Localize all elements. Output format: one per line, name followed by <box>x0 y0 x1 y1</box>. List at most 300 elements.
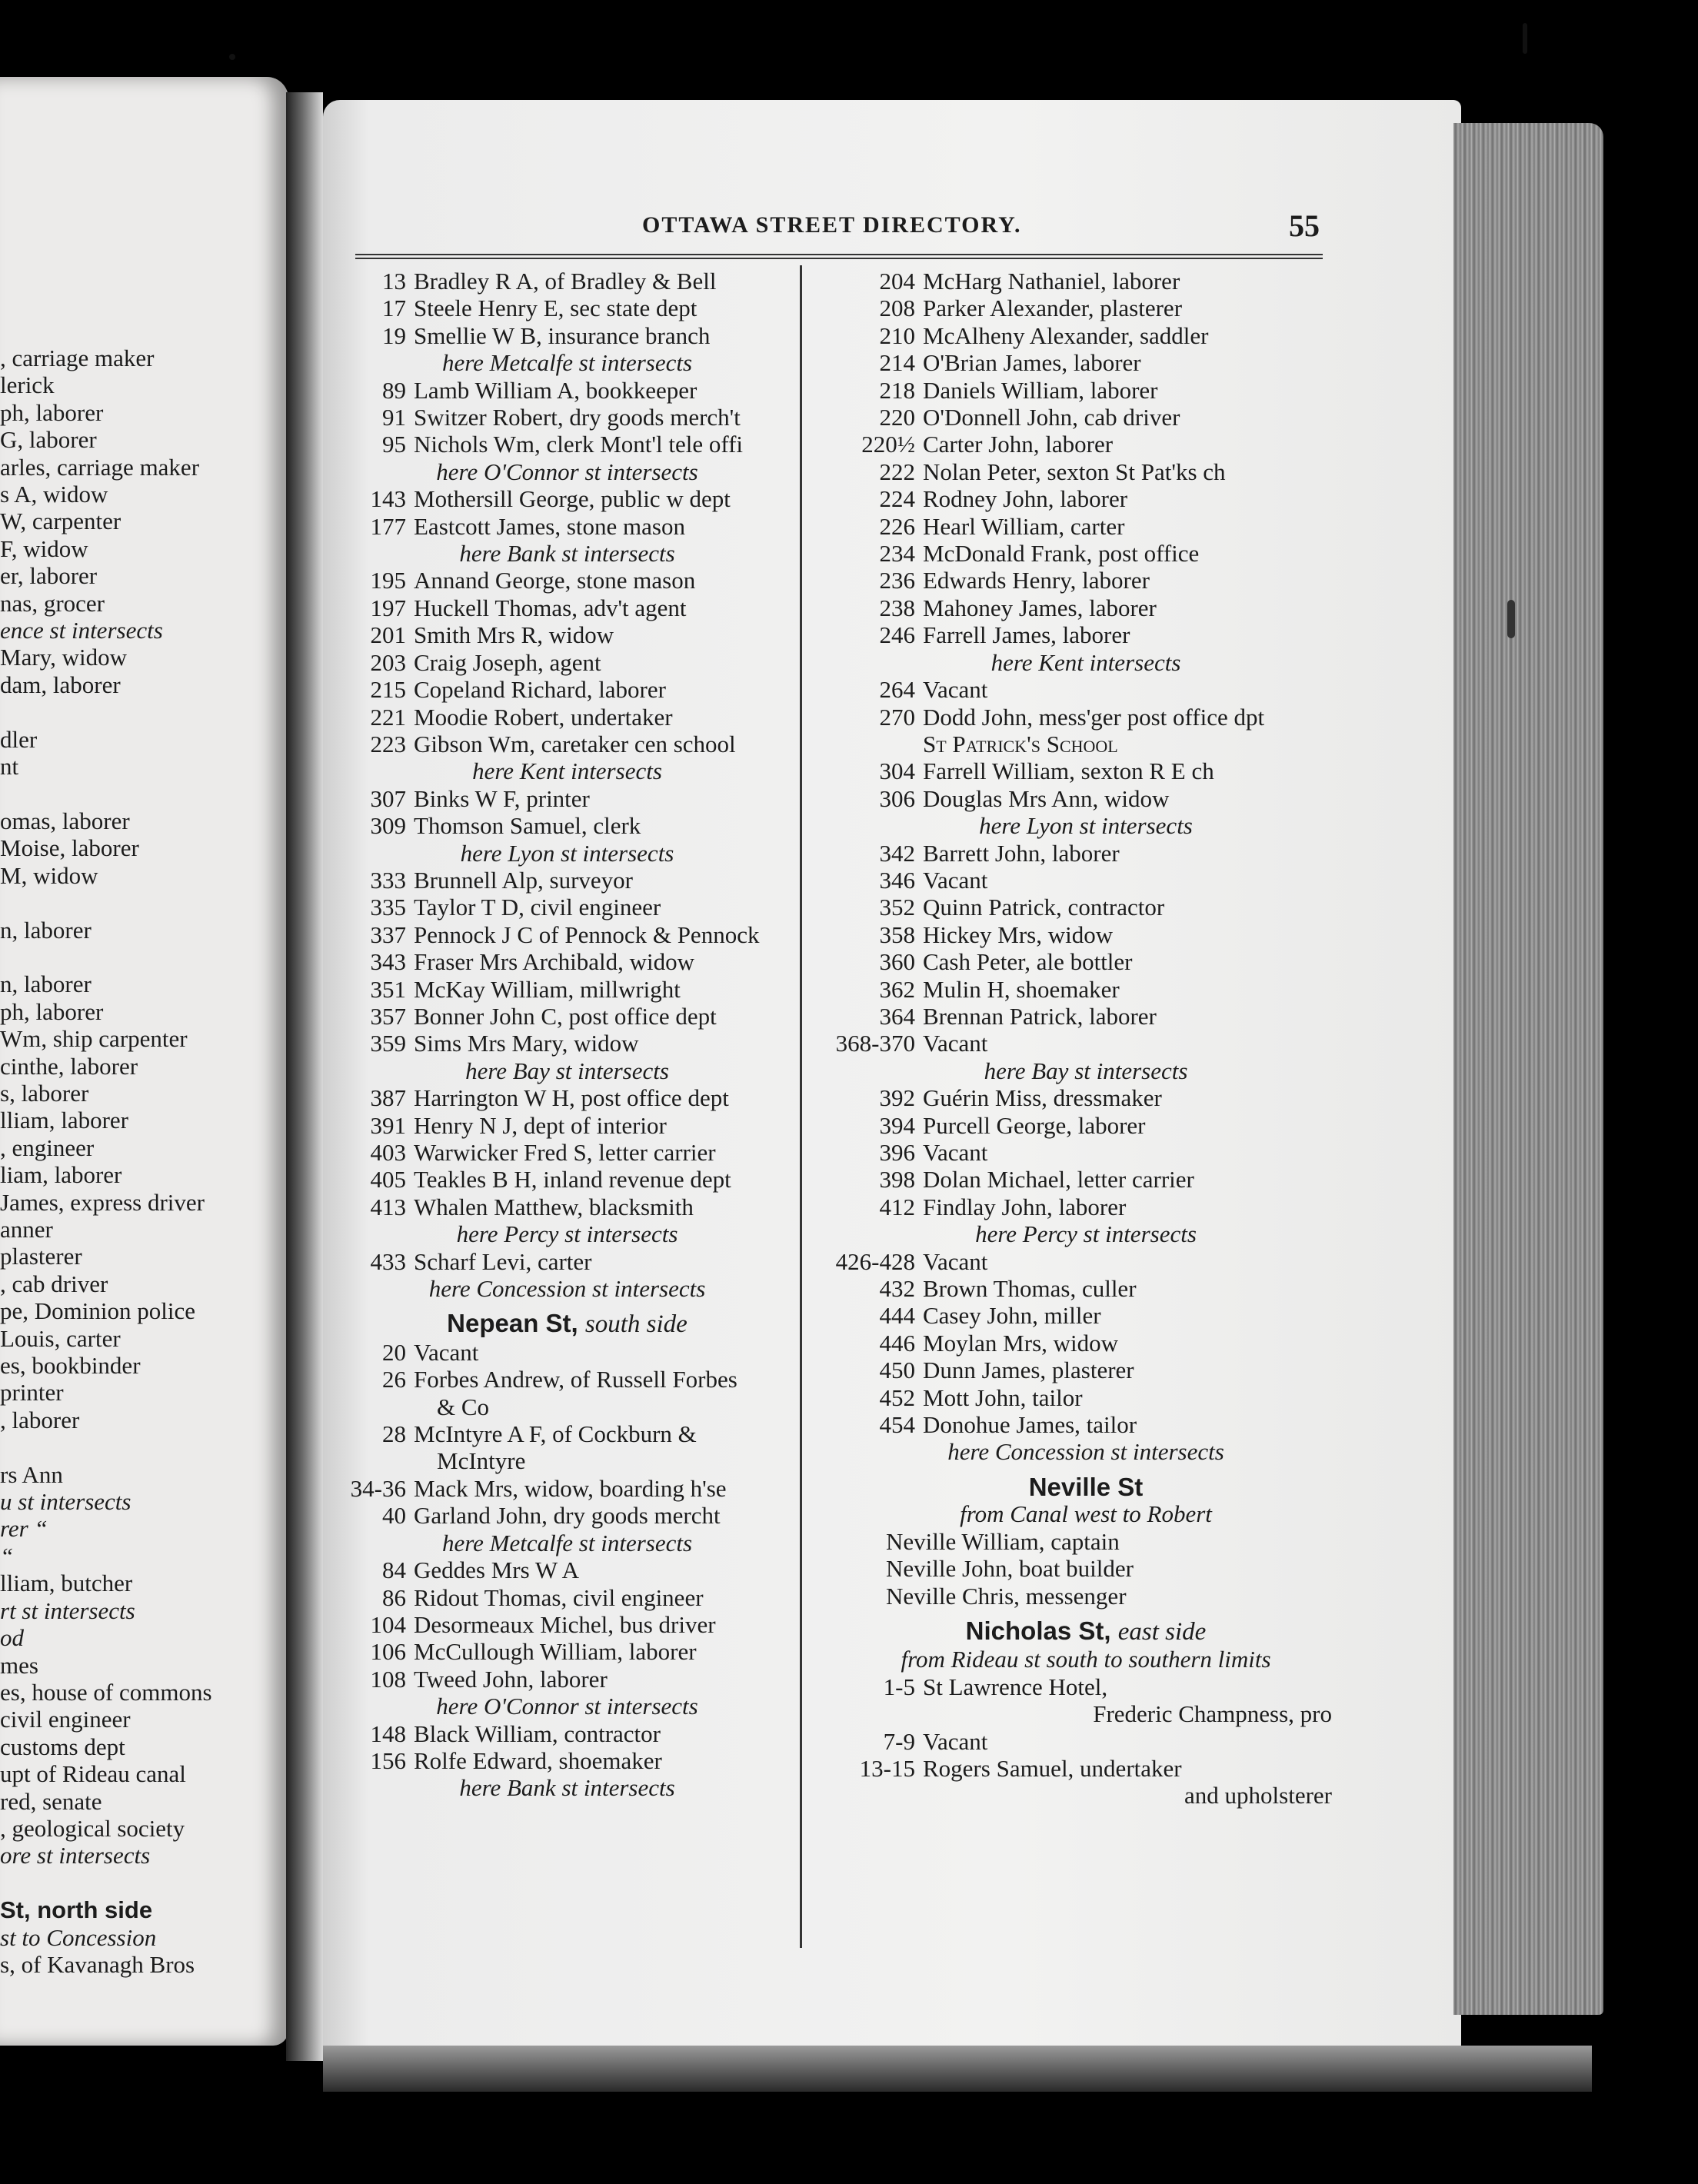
house-number: 214 <box>879 349 915 377</box>
resident-text: Craig Joseph, agent <box>414 648 601 676</box>
house-number: 218 <box>879 376 915 404</box>
house-number: 197 <box>370 594 406 621</box>
resident-text: Purcell George, laborer <box>923 1111 1146 1139</box>
page-number: 55 <box>1289 208 1320 243</box>
previous-page-line: customs dept <box>0 1733 125 1760</box>
resident-text: Huckell Thomas, adv't agent <box>414 594 687 621</box>
street-name: Neville St <box>1028 1472 1144 1501</box>
directory-entry <box>338 1556 796 1583</box>
resident-text: Switzer Robert, dry goods merch't <box>414 404 741 431</box>
resident-text: Gibson Wm, caretaker cen school <box>414 730 736 757</box>
resident-text: Findlay John, laborer <box>923 1193 1127 1220</box>
directory-entry: Neville William, captain <box>886 1527 1120 1555</box>
resident-text: Vacant <box>923 1139 988 1166</box>
directory-entry <box>338 1475 796 1502</box>
previous-page-line: Moise, laborer <box>0 834 139 862</box>
resident-text: Edwards Henry, laborer <box>923 567 1150 594</box>
directory-entry <box>832 268 1340 295</box>
house-number: 156 <box>370 1746 406 1774</box>
resident-text: O'Brian James, laborer <box>923 349 1141 377</box>
street-route: from Canal west to Robert <box>960 1500 1212 1528</box>
street-side: east side <box>1117 1617 1207 1646</box>
house-number: 95 <box>382 431 406 458</box>
directory-entry <box>338 567 796 594</box>
directory-entry <box>832 485 1340 512</box>
house-number: 446 <box>879 1329 915 1357</box>
previous-page-line: nas, grocer <box>0 589 105 617</box>
directory-entry <box>338 894 796 921</box>
previous-page-text <box>0 345 286 1978</box>
house-number: 343 <box>370 948 406 976</box>
house-number: 13-15 <box>859 1754 915 1782</box>
directory-entry: Neville John, boat builder <box>886 1555 1134 1583</box>
directory-entry <box>832 1673 1340 1700</box>
resident-text: McKay William, millwright <box>414 975 681 1003</box>
house-number: 177 <box>370 512 406 540</box>
entry-continuation <box>832 1700 1340 1727</box>
intersection-note: here Bay st intersects <box>465 1057 669 1084</box>
previous-page-line: “ <box>0 1542 14 1570</box>
street-side: south side <box>584 1310 688 1339</box>
directory-entry <box>338 322 796 349</box>
resident-text: Teakles B H, inland revenue dept <box>414 1166 731 1194</box>
directory-entry <box>832 867 1340 894</box>
directory-entry <box>338 485 796 512</box>
directory-entry <box>338 1166 796 1193</box>
resident-text: Thomson Samuel, clerk <box>414 812 641 840</box>
previous-page-line: , laborer <box>0 1406 80 1433</box>
previous-page-line: s, of Kavanagh Bros <box>0 1950 195 1978</box>
previous-page-line: es, house of commons <box>0 1678 212 1706</box>
directory-entry <box>338 1638 796 1665</box>
house-number: 224 <box>879 485 915 513</box>
resident-text: Barrett John, laborer <box>923 839 1120 867</box>
previous-page-line: s A, widow <box>0 481 108 508</box>
house-number: 346 <box>879 866 915 894</box>
resident-text: Taylor T D, civil engineer <box>414 894 661 921</box>
house-number: 426-428 <box>835 1247 915 1275</box>
resident-text: Daniels William, laborer <box>923 376 1158 404</box>
house-number: 342 <box>879 839 915 867</box>
previous-page-line: st to Concession <box>0 1923 157 1951</box>
resident-text: Guérin Miss, dressmaker <box>923 1084 1162 1112</box>
house-number: 143 <box>370 485 406 513</box>
house-number-blank <box>338 1447 414 1474</box>
house-number: 220 <box>879 404 915 431</box>
house-number: 337 <box>370 921 406 948</box>
house-number-blank <box>338 1393 414 1420</box>
street-heading <box>832 1473 1340 1500</box>
page-stack-edge <box>1453 123 1603 2015</box>
previous-page-line: dler <box>0 725 38 753</box>
house-number: 104 <box>370 1610 406 1638</box>
resident-text: Vacant <box>923 1247 988 1275</box>
previous-page-line: dam, laborer <box>0 671 121 698</box>
directory-entry <box>832 1194 1340 1220</box>
house-number: 223 <box>370 730 406 757</box>
previous-page-line <box>0 1433 286 1460</box>
house-number: 17 <box>382 295 406 322</box>
resident-text: Rolfe Edward, shoemaker <box>414 1746 662 1774</box>
intersection-note: here Lyon st intersects <box>460 839 674 867</box>
directory-entry <box>338 676 796 703</box>
house-number: 91 <box>382 404 406 431</box>
header-rule <box>355 254 1323 259</box>
house-number: 208 <box>879 295 915 322</box>
continuation-text: & Co <box>437 1393 490 1420</box>
intersection-note: here Bank st intersects <box>459 1774 675 1802</box>
entry-continuation <box>338 1447 796 1474</box>
directory-entry <box>338 976 796 1003</box>
directory-entry <box>338 785 796 812</box>
resident-text: Lamb William A, bookkeeper <box>414 376 698 404</box>
previous-page-line: es, bookbinder <box>0 1352 141 1380</box>
resident-text: Copeland Richard, laborer <box>414 676 666 704</box>
resident-text: Scharf Levi, carter <box>414 1247 592 1275</box>
running-header: OTTAWA STREET DIRECTORY. <box>642 212 1022 238</box>
previous-page-line: cinthe, laborer <box>0 1052 138 1080</box>
resident-text: St Patrick's School <box>923 730 1118 757</box>
previous-page-line: rer “ <box>0 1515 48 1543</box>
directory-entry <box>338 1003 796 1030</box>
previous-page-line: James, express driver <box>0 1188 205 1216</box>
resident-text: Fraser Mrs Archibald, widow <box>414 948 695 976</box>
directory-entry <box>338 295 796 321</box>
previous-page-line <box>0 781 286 807</box>
resident-text: Henry N J, dept of interior <box>414 1111 667 1139</box>
house-number: 362 <box>879 975 915 1003</box>
previous-page-line: , cab driver <box>0 1270 108 1297</box>
directory-entry <box>338 1720 796 1747</box>
resident-text: Smith Mrs R, widow <box>414 621 614 649</box>
house-number: 108 <box>370 1665 406 1693</box>
previous-page-line: W, carpenter <box>0 508 122 535</box>
directory-entry <box>832 1384 1340 1411</box>
street-heading <box>832 1617 1340 1646</box>
directory-entry <box>832 377 1340 404</box>
directory-entry <box>338 268 796 295</box>
directory-entry <box>338 1366 796 1393</box>
directory-entry <box>832 1112 1340 1139</box>
resident-text: Farrell William, sexton R E ch <box>923 757 1214 785</box>
previous-page-line: printer <box>0 1379 64 1407</box>
directory-entry <box>832 295 1340 321</box>
directory-entry <box>832 704 1340 731</box>
house-number: 236 <box>879 567 915 594</box>
resident-text: Mulin H, shoemaker <box>923 975 1120 1003</box>
street-name: Nepean St, <box>447 1309 578 1338</box>
directory-entry <box>832 540 1340 567</box>
house-number: 359 <box>370 1030 406 1057</box>
directory-entry <box>338 1084 796 1111</box>
right-column <box>832 268 1340 1809</box>
house-number: 403 <box>370 1139 406 1166</box>
intersection-note: here Concession st intersects <box>428 1275 706 1303</box>
previous-page-line: Louis, carter <box>0 1324 121 1352</box>
directory-entry <box>338 948 796 975</box>
resident-text: Farrell James, laborer <box>923 621 1130 649</box>
resident-text: Brown Thomas, culler <box>923 1275 1137 1303</box>
directory-entry <box>832 921 1340 948</box>
resident-text: Nichols Wm, clerk Mont'l tele offi <box>414 431 744 458</box>
directory-entry <box>832 1003 1340 1030</box>
previous-page-line: Wm, ship carpenter <box>0 1025 188 1053</box>
resident-text: Vacant <box>923 676 988 704</box>
intersection-note: here Kent intersects <box>472 757 662 785</box>
directory-entry <box>338 1584 796 1611</box>
column-divider <box>800 265 802 1948</box>
resident-text: Casey John, miller <box>923 1302 1101 1330</box>
previous-page-line: lliam, butcher <box>0 1570 133 1597</box>
previous-page-line: od <box>0 1624 24 1652</box>
house-number: 13 <box>382 268 406 295</box>
resident-text: Binks W F, printer <box>414 784 590 812</box>
house-number: 387 <box>370 1084 406 1112</box>
intersection-note: here O'Connor st intersects <box>436 1693 698 1720</box>
continuation-text: McIntyre <box>437 1447 526 1475</box>
resident-text: Brennan Patrick, laborer <box>923 1002 1157 1030</box>
resident-text: St Lawrence Hotel, <box>923 1673 1108 1700</box>
directory-entry <box>832 431 1340 458</box>
directory-entry <box>832 1330 1340 1357</box>
resident-text: Mahoney James, laborer <box>923 594 1157 621</box>
house-number: 210 <box>879 321 915 349</box>
house-number: 391 <box>370 1111 406 1139</box>
resident-text: Mott John, tailor <box>923 1383 1083 1411</box>
resident-text: Rogers Samuel, undertaker <box>923 1754 1182 1782</box>
left-column <box>338 268 796 1802</box>
directory-entry <box>832 976 1340 1003</box>
directory-entry <box>832 567 1340 594</box>
house-number: 358 <box>879 921 915 948</box>
directory-entry <box>338 1747 796 1774</box>
resident-text: Harrington W H, post office dept <box>414 1084 729 1112</box>
continuation-text: and upholsterer <box>1184 1782 1332 1809</box>
house-number: 335 <box>370 894 406 921</box>
house-number: 195 <box>370 567 406 594</box>
directory-entry <box>338 1248 796 1275</box>
resident-text: Quinn Patrick, contractor <box>923 894 1165 921</box>
dust-speck <box>229 54 235 60</box>
previous-page-line: n, laborer <box>0 970 92 998</box>
resident-text: McDonald Frank, post office <box>923 540 1200 568</box>
directory-entry <box>338 594 796 621</box>
resident-text: Dodd John, mess'ger post office dpt <box>923 703 1265 731</box>
previous-page-line: ore st intersects <box>0 1842 151 1869</box>
previous-page-line: , carriage maker <box>0 345 155 371</box>
previous-page-line: u st intersects <box>0 1488 132 1516</box>
house-number: 306 <box>879 784 915 812</box>
resident-text: Moodie Robert, undertaker <box>414 703 673 731</box>
house-number: 304 <box>879 757 915 785</box>
house-number: 19 <box>382 321 406 349</box>
house-number: 360 <box>879 948 915 976</box>
resident-text: Eastcott James, stone mason <box>414 512 685 540</box>
house-number: 148 <box>370 1720 406 1747</box>
previous-page-line: nt <box>0 753 19 781</box>
previous-page-line: plasterer <box>0 1243 82 1270</box>
directory-entry <box>832 731 1340 757</box>
resident-text: Whalen Matthew, blacksmith <box>414 1193 694 1220</box>
house-number: 450 <box>879 1357 915 1384</box>
directory-entry <box>338 621 796 648</box>
house-number: 307 <box>370 784 406 812</box>
page-bottom-shadow <box>323 2046 1592 2092</box>
resident-text: Smellie W B, insurance branch <box>414 321 711 349</box>
house-number: 396 <box>879 1139 915 1166</box>
resident-text: Forbes Andrew, of Russell Forbes <box>414 1366 737 1393</box>
house-number: 89 <box>382 376 406 404</box>
house-number: 309 <box>370 812 406 840</box>
house-number: 352 <box>879 894 915 921</box>
directory-entry <box>338 1112 796 1139</box>
house-number: 106 <box>370 1638 406 1666</box>
directory-entry <box>832 840 1340 867</box>
house-number: 392 <box>879 1084 915 1112</box>
resident-text: Vacant <box>923 1727 988 1755</box>
previous-page-line: rs Ann <box>0 1460 63 1488</box>
directory-entry <box>832 785 1340 812</box>
house-number: 368-370 <box>835 1030 915 1057</box>
previous-page-line <box>0 698 286 725</box>
previous-page-line: pe, Dominion police <box>0 1297 195 1325</box>
previous-page-line: omas, laborer <box>0 807 130 834</box>
resident-text: Rodney John, laborer <box>923 485 1128 513</box>
resident-text: Moylan Mrs, widow <box>923 1329 1119 1357</box>
resident-text: Steele Henry E, sec state dept <box>414 295 698 322</box>
resident-text: Bradley R A, of Bradley & Bell <box>414 268 717 295</box>
directory-entry <box>338 867 796 894</box>
intersection-note: here Percy st intersects <box>975 1220 1197 1248</box>
house-number: 433 <box>370 1247 406 1275</box>
resident-text: Dunn James, plasterer <box>923 1357 1134 1384</box>
previous-page-line: s, laborer <box>0 1079 89 1107</box>
directory-entry <box>338 404 796 431</box>
house-number: 333 <box>370 866 406 894</box>
directory-entry <box>832 1275 1340 1302</box>
house-number: 398 <box>879 1166 915 1194</box>
previous-page-line: n, laborer <box>0 916 92 944</box>
directory-entry <box>832 322 1340 349</box>
previous-page-line: G, laborer <box>0 426 97 454</box>
resident-text: Black William, contractor <box>414 1720 661 1747</box>
house-number: 351 <box>370 975 406 1003</box>
resident-text: Garland John, dry goods mercht <box>414 1502 721 1530</box>
directory-entry <box>832 948 1340 975</box>
directory-entry <box>338 1339 796 1366</box>
continuation-text: Frederic Champness, pro <box>1093 1700 1332 1728</box>
house-number: 394 <box>879 1111 915 1139</box>
house-number: 452 <box>879 1383 915 1411</box>
previous-page-line: red, senate <box>0 1787 102 1815</box>
previous-page-line: Mary, widow <box>0 644 128 671</box>
directory-entry <box>832 458 1340 485</box>
directory-entry <box>832 1139 1340 1166</box>
resident-text: Nolan Peter, sexton St Pat'ks ch <box>923 458 1226 485</box>
resident-text: Hearl William, carter <box>923 512 1125 540</box>
previous-page-line: ph, laborer <box>0 997 104 1025</box>
house-number: 204 <box>879 268 915 295</box>
directory-entry <box>832 1166 1340 1193</box>
resident-text: Vacant <box>923 1030 988 1057</box>
resident-text: Pennock J C of Pennock & Pennock <box>414 921 760 948</box>
intersection-note: here Metcalfe st intersects <box>441 1529 693 1556</box>
house-number: 221 <box>370 703 406 731</box>
resident-text: Douglas Mrs Ann, widow <box>923 784 1170 812</box>
directory-entry <box>832 621 1340 648</box>
directory-entry: Neville Chris, messenger <box>886 1582 1127 1610</box>
resident-text: Sims Mrs Mary, widow <box>414 1030 639 1057</box>
previous-page-line: rt st intersects <box>0 1596 135 1624</box>
page-stain <box>1507 600 1515 638</box>
house-number: 40 <box>382 1502 406 1530</box>
directory-entry <box>832 1755 1340 1782</box>
previous-page-line: arles, carriage maker <box>0 453 200 481</box>
house-number: 84 <box>382 1556 406 1584</box>
directory-entry <box>338 731 796 757</box>
directory-entry <box>338 649 796 676</box>
directory-entry <box>338 1194 796 1220</box>
previous-page-line: civil engineer <box>0 1706 131 1733</box>
dust-speck <box>1523 23 1527 54</box>
directory-entry <box>338 1666 796 1693</box>
resident-text: Tweed John, laborer <box>414 1665 608 1693</box>
directory-entry <box>338 1502 796 1529</box>
house-number: 234 <box>879 540 915 568</box>
house-number: 413 <box>370 1193 406 1220</box>
street-name: Nicholas St, <box>965 1616 1111 1645</box>
house-number: 86 <box>382 1583 406 1611</box>
resident-text: O'Donnell John, cab driver <box>923 404 1180 431</box>
resident-text: McIntyre A F, of Cockburn & <box>414 1420 697 1448</box>
previous-page-line: St, north side <box>0 1896 153 1924</box>
directory-entry <box>832 894 1340 921</box>
house-number: 203 <box>370 648 406 676</box>
previous-page-line: , engineer <box>0 1134 95 1161</box>
house-number: 220½ <box>861 431 915 458</box>
house-number: 238 <box>879 594 915 621</box>
resident-text: Cash Peter, ale bottler <box>923 948 1133 976</box>
house-number: 357 <box>370 1002 406 1030</box>
previous-page-line: anner <box>0 1216 53 1243</box>
previous-page-line: M, widow <box>0 861 98 889</box>
directory-entry <box>338 812 796 839</box>
resident-text: Mack Mrs, widow, boarding h'se <box>414 1474 727 1502</box>
house-number: 444 <box>879 1302 915 1330</box>
intersection-note: here Kent intersects <box>990 648 1181 676</box>
previous-page-line: , geological society <box>0 1814 185 1842</box>
resident-text: Ridout Thomas, civil engineer <box>414 1583 704 1611</box>
resident-text: McAlheny Alexander, saddler <box>923 321 1209 349</box>
street-route: from Rideau st south to southern limits <box>901 1646 1271 1673</box>
directory-entry <box>832 1248 1340 1275</box>
resident-text: Parker Alexander, plasterer <box>923 295 1183 322</box>
resident-text: Geddes Mrs W A <box>414 1556 579 1584</box>
previous-page-line <box>0 889 286 916</box>
directory-entry <box>338 377 796 404</box>
resident-text: McCullough William, laborer <box>414 1638 697 1666</box>
resident-text: Hickey Mrs, widow <box>923 921 1114 948</box>
directory-entry <box>832 676 1340 703</box>
resident-text: Vacant <box>414 1338 479 1366</box>
resident-text: Desormeaux Michel, bus driver <box>414 1610 716 1638</box>
previous-page-line: lliam, laborer <box>0 1107 128 1134</box>
previous-page-line: liam, laborer <box>0 1161 122 1189</box>
house-number: 222 <box>879 458 915 485</box>
resident-text: Annand George, stone mason <box>414 567 696 594</box>
directory-entry <box>338 431 796 458</box>
resident-text: Bonner John C, post office dept <box>414 1002 717 1030</box>
